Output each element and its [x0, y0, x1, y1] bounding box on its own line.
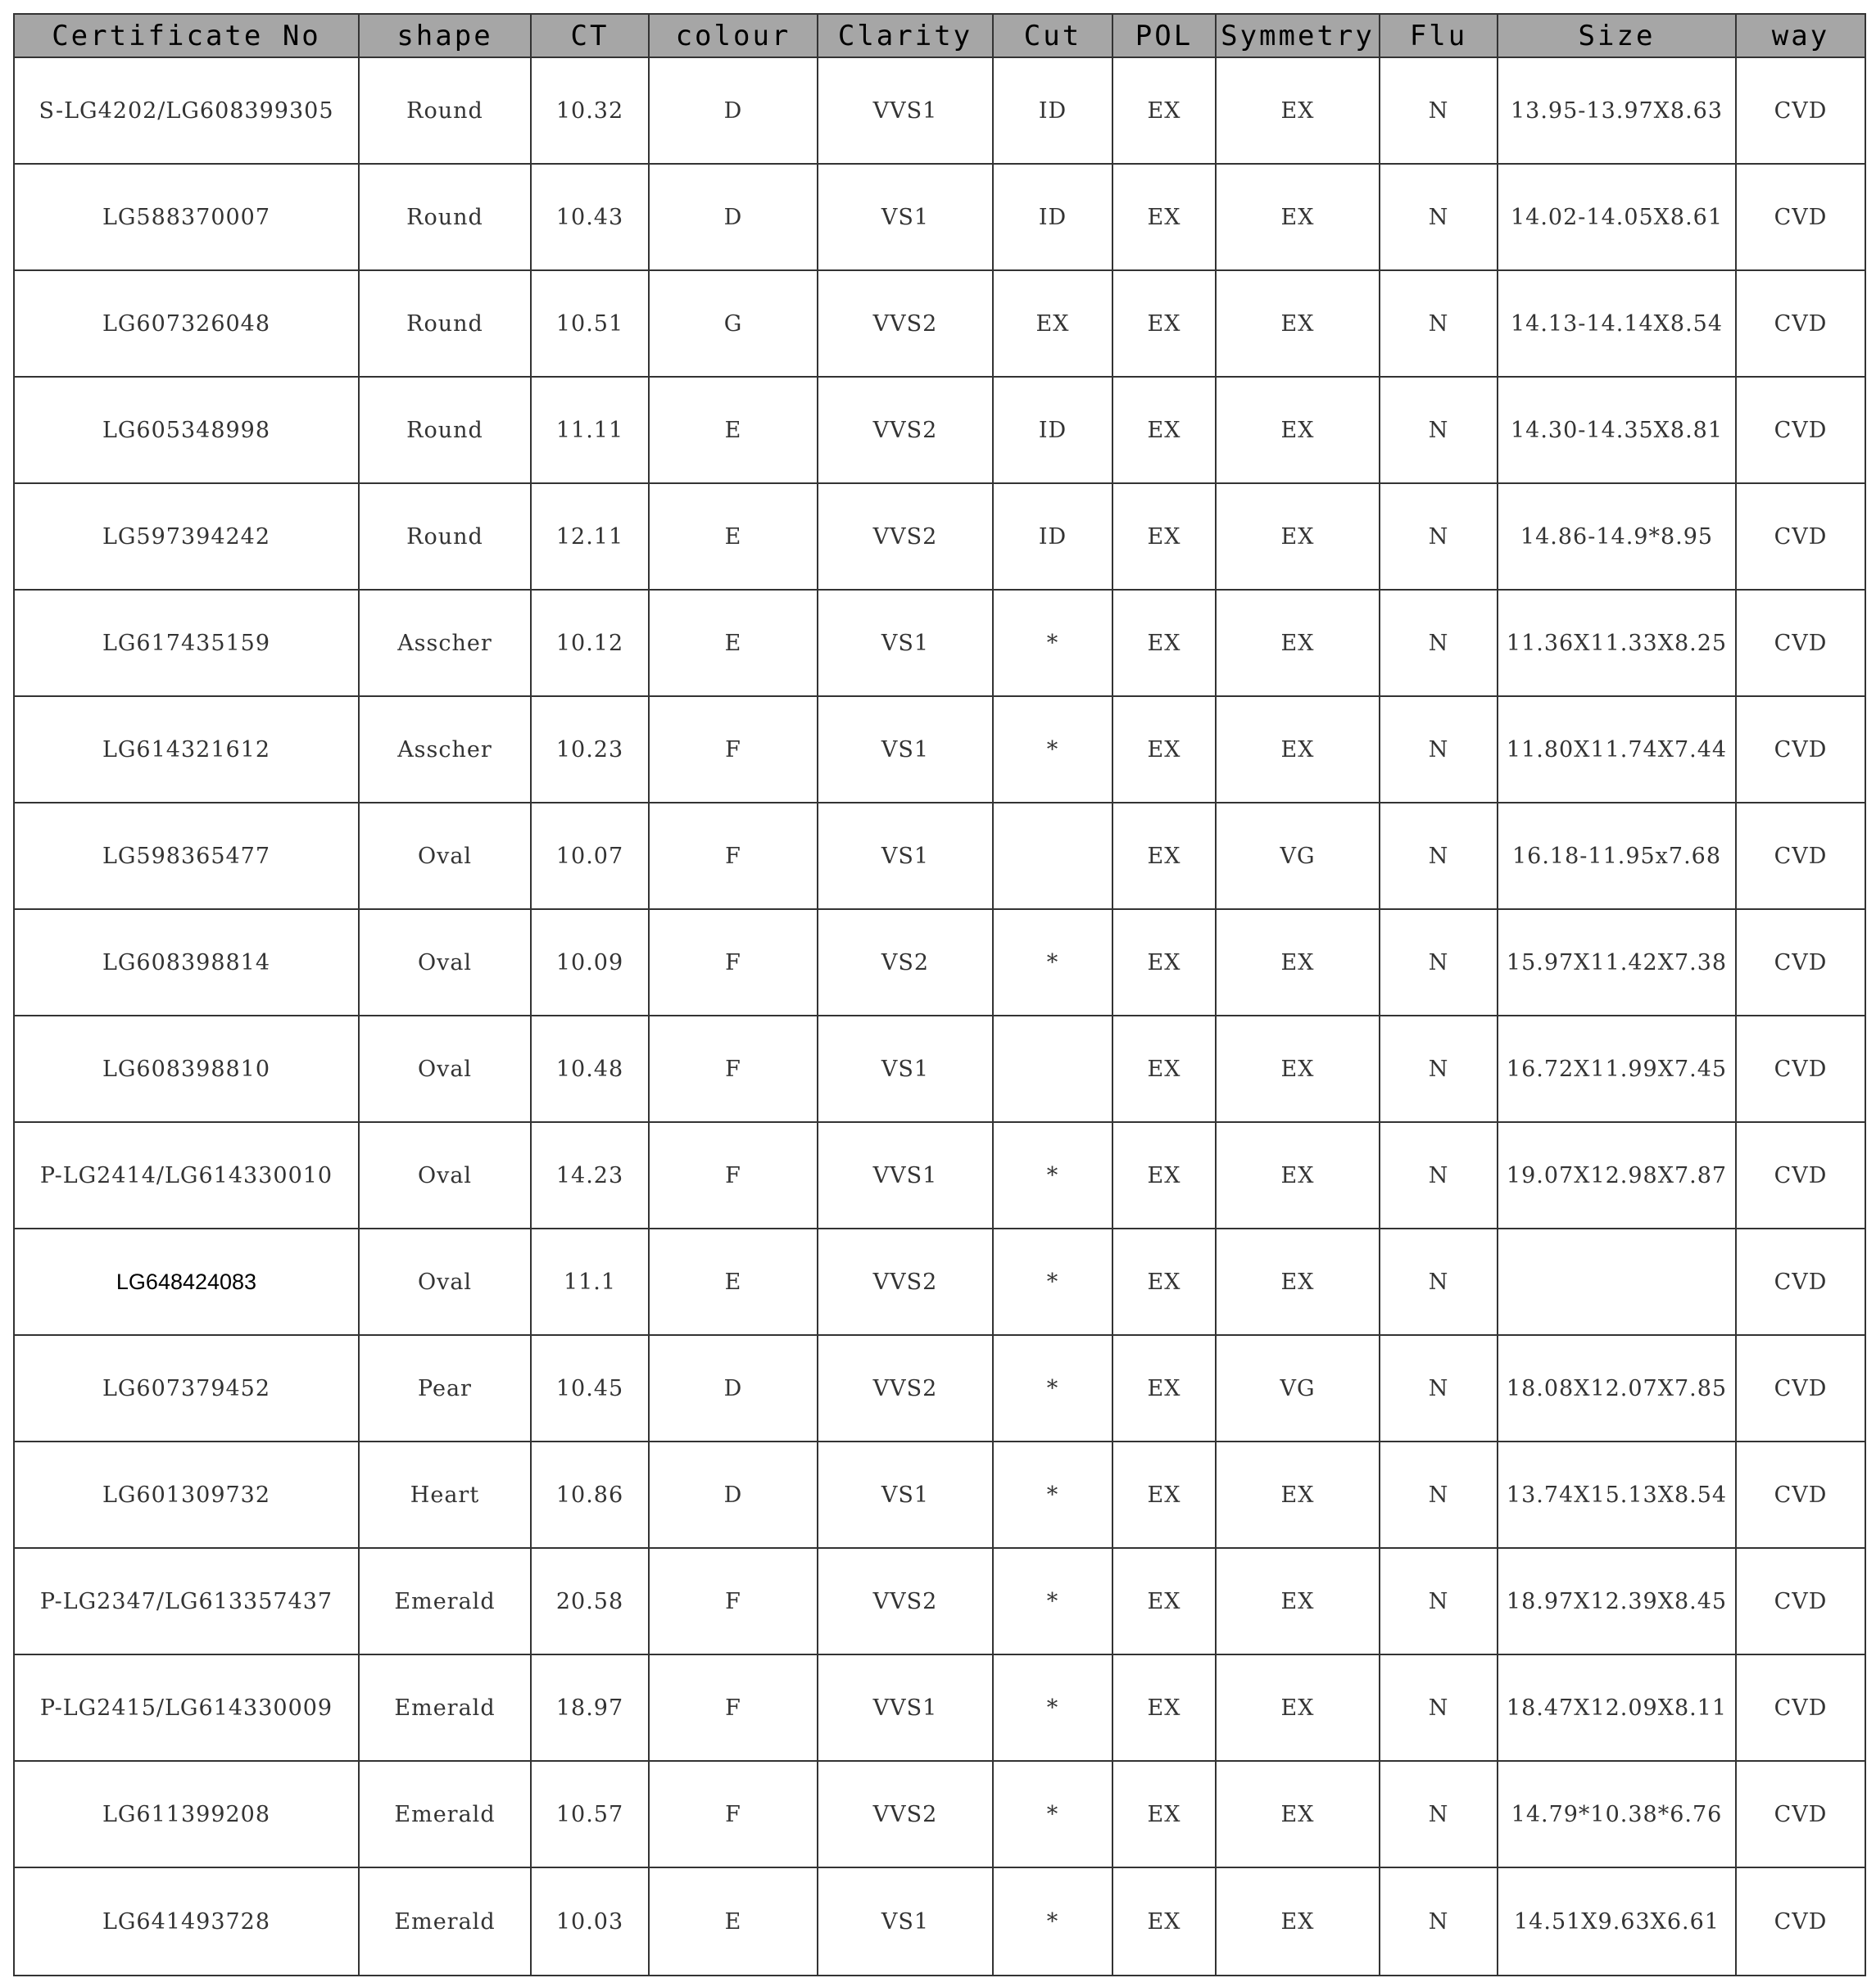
cell-certificate-no: LG597394242	[14, 483, 359, 590]
cell-ct: 18.97	[531, 1654, 649, 1761]
cell-cut: ID	[993, 377, 1112, 483]
cell-size: 16.18-11.95x7.68	[1498, 803, 1736, 909]
cell-shape: Asscher	[359, 590, 531, 696]
cell-size: 16.72X11.99X7.45	[1498, 1016, 1736, 1122]
cell-size: 13.74X15.13X8.54	[1498, 1442, 1736, 1548]
cell-colour: F	[649, 1548, 818, 1654]
cell-certificate-no: LG617435159	[14, 590, 359, 696]
cell-ct: 10.12	[531, 590, 649, 696]
header-symmetry: Symmetry	[1216, 14, 1380, 57]
cell-certificate-no: LG608398814	[14, 909, 359, 1016]
cell-size: 13.95-13.97X8.63	[1498, 57, 1736, 164]
cell-clarity: VS1	[818, 1016, 993, 1122]
cell-clarity: VS1	[818, 1867, 993, 1976]
cell-cut: *	[993, 1335, 1112, 1442]
cell-certificate-no: LG607326048	[14, 270, 359, 377]
cell-clarity: VVS1	[818, 1122, 993, 1229]
cell-size: 14.02-14.05X8.61	[1498, 164, 1736, 270]
cell-pol: EX	[1112, 1335, 1216, 1442]
cell-pol: EX	[1112, 1548, 1216, 1654]
cell-shape: Oval	[359, 909, 531, 1016]
cell-symmetry: EX	[1216, 1548, 1380, 1654]
cell-cut: *	[993, 1122, 1112, 1229]
cell-flu: N	[1380, 909, 1498, 1016]
cell-ct: 14.23	[531, 1122, 649, 1229]
cell-clarity: VVS2	[818, 270, 993, 377]
cell-cut: *	[993, 909, 1112, 1016]
cell-shape: Emerald	[359, 1548, 531, 1654]
cell-colour: F	[649, 696, 818, 803]
cell-clarity: VS1	[818, 164, 993, 270]
cell-pol: EX	[1112, 1016, 1216, 1122]
cell-pol: EX	[1112, 1122, 1216, 1229]
cell-way: CVD	[1736, 1761, 1865, 1867]
cell-cut: *	[993, 1654, 1112, 1761]
cell-pol: EX	[1112, 164, 1216, 270]
cell-certificate-no: LG598365477	[14, 803, 359, 909]
cell-cut: *	[993, 1548, 1112, 1654]
cell-pol: EX	[1112, 803, 1216, 909]
cell-pol: EX	[1112, 909, 1216, 1016]
cell-shape: Oval	[359, 1122, 531, 1229]
cell-cut: EX	[993, 270, 1112, 377]
cell-clarity: VVS1	[818, 1654, 993, 1761]
cell-pol: EX	[1112, 696, 1216, 803]
cell-symmetry: EX	[1216, 483, 1380, 590]
cell-colour: E	[649, 483, 818, 590]
cell-cut: *	[993, 696, 1112, 803]
cell-symmetry: EX	[1216, 1867, 1380, 1976]
cell-flu: N	[1380, 1548, 1498, 1654]
cell-pol: EX	[1112, 1229, 1216, 1335]
cell-certificate-no: LG601309732	[14, 1442, 359, 1548]
header-pol: POL	[1112, 14, 1216, 57]
cell-flu: N	[1380, 1229, 1498, 1335]
cell-pol: EX	[1112, 1761, 1216, 1867]
cell-shape: Heart	[359, 1442, 531, 1548]
cell-shape: Emerald	[359, 1761, 531, 1867]
cell-cut: *	[993, 1761, 1112, 1867]
cell-certificate-no: S-LG4202/LG608399305	[14, 57, 359, 164]
cell-flu: N	[1380, 57, 1498, 164]
table-row	[14, 803, 1865, 909]
header-cut: Cut	[993, 14, 1112, 57]
cell-clarity: VS1	[818, 803, 993, 909]
cell-symmetry: EX	[1216, 1654, 1380, 1761]
cell-colour: G	[649, 270, 818, 377]
cell-pol: EX	[1112, 483, 1216, 590]
cell-cut: *	[993, 1442, 1112, 1548]
cell-pol: EX	[1112, 1867, 1216, 1976]
cell-ct: 10.48	[531, 1016, 649, 1122]
cell-flu: N	[1380, 1654, 1498, 1761]
cell-shape: Pear	[359, 1335, 531, 1442]
cell-pol: EX	[1112, 270, 1216, 377]
cell-colour: D	[649, 1335, 818, 1442]
table-row	[14, 57, 1865, 164]
cell-way: CVD	[1736, 803, 1865, 909]
cell-size: 18.97X12.39X8.45	[1498, 1548, 1736, 1654]
cell-way: CVD	[1736, 1229, 1865, 1335]
cell-size: 11.36X11.33X8.25	[1498, 590, 1736, 696]
cell-cut	[993, 1016, 1112, 1122]
cell-shape: Oval	[359, 1229, 531, 1335]
table-row	[14, 1867, 1865, 1976]
cell-colour: F	[649, 909, 818, 1016]
cell-cut: ID	[993, 57, 1112, 164]
cell-clarity: VS1	[818, 590, 993, 696]
cell-way: CVD	[1736, 377, 1865, 483]
cell-certificate-no: LG608398810	[14, 1016, 359, 1122]
cell-clarity: VVS2	[818, 377, 993, 483]
cell-certificate-no: LG611399208	[14, 1761, 359, 1867]
table-row	[14, 1548, 1865, 1654]
table-row	[14, 1761, 1865, 1867]
cell-colour: E	[649, 1867, 818, 1976]
cell-size: 11.80X11.74X7.44	[1498, 696, 1736, 803]
cell-shape: Emerald	[359, 1654, 531, 1761]
cell-cut: ID	[993, 164, 1112, 270]
header-shape: shape	[359, 14, 531, 57]
cell-size: 14.30-14.35X8.81	[1498, 377, 1736, 483]
cell-flu: N	[1380, 1016, 1498, 1122]
cell-pol: EX	[1112, 57, 1216, 164]
cell-clarity: VS2	[818, 909, 993, 1016]
cell-cut: ID	[993, 483, 1112, 590]
cell-symmetry: EX	[1216, 696, 1380, 803]
cell-way: CVD	[1736, 483, 1865, 590]
cell-symmetry: EX	[1216, 57, 1380, 164]
header-certificate-no: Certificate No	[14, 14, 359, 57]
cell-ct: 12.11	[531, 483, 649, 590]
cell-symmetry: EX	[1216, 1016, 1380, 1122]
cell-shape: Round	[359, 483, 531, 590]
cell-shape: Round	[359, 164, 531, 270]
cell-ct: 10.45	[531, 1335, 649, 1442]
cell-symmetry: EX	[1216, 377, 1380, 483]
cell-way: CVD	[1736, 1548, 1865, 1654]
cell-colour: E	[649, 1229, 818, 1335]
table-row	[14, 483, 1865, 590]
table-row	[14, 270, 1865, 377]
table-row	[14, 1654, 1865, 1761]
table-row	[14, 1335, 1865, 1442]
header-colour: colour	[649, 14, 818, 57]
cell-colour: D	[649, 164, 818, 270]
cell-flu: N	[1380, 1335, 1498, 1442]
cell-symmetry: EX	[1216, 1761, 1380, 1867]
diamond-inventory-table	[13, 13, 1866, 1976]
cell-colour: D	[649, 1442, 818, 1548]
cell-flu: N	[1380, 696, 1498, 803]
table-row	[14, 377, 1865, 483]
cell-size: 14.51X9.63X6.61	[1498, 1867, 1736, 1976]
cell-symmetry: EX	[1216, 590, 1380, 696]
cell-shape: Oval	[359, 1016, 531, 1122]
cell-symmetry: VG	[1216, 1335, 1380, 1442]
cell-way: CVD	[1736, 1122, 1865, 1229]
cell-colour: F	[649, 1122, 818, 1229]
cell-certificate-no: LG641493728	[14, 1867, 359, 1976]
cell-cut: *	[993, 1229, 1112, 1335]
cell-clarity: VVS2	[818, 1548, 993, 1654]
cell-certificate-no: LG605348998	[14, 377, 359, 483]
cell-flu: N	[1380, 1867, 1498, 1976]
cell-pol: EX	[1112, 1442, 1216, 1548]
cell-clarity: VVS2	[818, 483, 993, 590]
cell-certificate-no: P-LG2415/LG614330009	[14, 1654, 359, 1761]
cell-ct: 20.58	[531, 1548, 649, 1654]
cell-way: CVD	[1736, 1335, 1865, 1442]
cell-size: 14.86-14.9*8.95	[1498, 483, 1736, 590]
header-way: way	[1736, 14, 1865, 57]
cell-flu: N	[1380, 483, 1498, 590]
cell-colour: F	[649, 1016, 818, 1122]
cell-shape: Asscher	[359, 696, 531, 803]
cell-clarity: VS1	[818, 1442, 993, 1548]
cell-certificate-no: LG607379452	[14, 1335, 359, 1442]
cell-size: 14.79*10.38*6.76	[1498, 1761, 1736, 1867]
cell-ct: 10.03	[531, 1867, 649, 1976]
cell-ct: 11.11	[531, 377, 649, 483]
cell-flu: N	[1380, 590, 1498, 696]
cell-clarity: VS1	[818, 696, 993, 803]
cell-clarity: VVS2	[818, 1229, 993, 1335]
cell-symmetry: EX	[1216, 1122, 1380, 1229]
cell-ct: 10.23	[531, 696, 649, 803]
cell-ct: 10.09	[531, 909, 649, 1016]
cell-flu: N	[1380, 803, 1498, 909]
cell-clarity: VVS1	[818, 57, 993, 164]
cell-clarity: VVS2	[818, 1335, 993, 1442]
cell-shape: Round	[359, 57, 531, 164]
cell-symmetry: EX	[1216, 1229, 1380, 1335]
cell-pol: EX	[1112, 377, 1216, 483]
cell-cut	[993, 803, 1112, 909]
cell-flu: N	[1380, 1761, 1498, 1867]
cell-shape: Oval	[359, 803, 531, 909]
cell-certificate-no: P-LG2414/LG614330010	[14, 1122, 359, 1229]
cell-shape: Round	[359, 270, 531, 377]
cell-way: CVD	[1736, 57, 1865, 164]
table-row	[14, 590, 1865, 696]
cell-way: CVD	[1736, 1654, 1865, 1761]
cell-symmetry: EX	[1216, 909, 1380, 1016]
cell-size	[1498, 1229, 1736, 1335]
cell-ct: 10.86	[531, 1442, 649, 1548]
cell-ct: 10.51	[531, 270, 649, 377]
cell-flu: N	[1380, 1442, 1498, 1548]
cell-colour: F	[649, 803, 818, 909]
cell-colour: F	[649, 1761, 818, 1867]
table-row	[14, 1442, 1865, 1548]
cell-ct: 10.07	[531, 803, 649, 909]
header-clarity: Clarity	[818, 14, 993, 57]
cell-colour: F	[649, 1654, 818, 1761]
cell-shape: Round	[359, 377, 531, 483]
table-row	[14, 1016, 1865, 1122]
cell-size: 19.07X12.98X7.87	[1498, 1122, 1736, 1229]
cell-flu: N	[1380, 377, 1498, 483]
cell-cut: *	[993, 1867, 1112, 1976]
cell-way: CVD	[1736, 590, 1865, 696]
cell-shape: Emerald	[359, 1867, 531, 1976]
cell-ct: 11.1	[531, 1229, 649, 1335]
cell-certificate-no: LG648424083	[14, 1229, 359, 1335]
table-header-row	[14, 14, 1865, 57]
cell-colour: E	[649, 590, 818, 696]
header-flu: Flu	[1380, 14, 1498, 57]
cell-pol: EX	[1112, 1654, 1216, 1761]
header-ct: CT	[531, 14, 649, 57]
cell-symmetry: VG	[1216, 803, 1380, 909]
table-row	[14, 164, 1865, 270]
cell-size: 18.47X12.09X8.11	[1498, 1654, 1736, 1761]
cell-way: CVD	[1736, 270, 1865, 377]
cell-way: CVD	[1736, 696, 1865, 803]
cell-colour: E	[649, 377, 818, 483]
table-row	[14, 1122, 1865, 1229]
cell-way: CVD	[1736, 1016, 1865, 1122]
table-row	[14, 1229, 1865, 1335]
cell-symmetry: EX	[1216, 270, 1380, 377]
cell-way: CVD	[1736, 164, 1865, 270]
cell-ct: 10.57	[531, 1761, 649, 1867]
cell-certificate-no: LG614321612	[14, 696, 359, 803]
cell-size: 15.97X11.42X7.38	[1498, 909, 1736, 1016]
cell-way: CVD	[1736, 909, 1865, 1016]
cell-way: CVD	[1736, 1867, 1865, 1976]
cell-certificate-no: P-LG2347/LG613357437	[14, 1548, 359, 1654]
table-row	[14, 909, 1865, 1016]
cell-flu: N	[1380, 270, 1498, 377]
cell-symmetry: EX	[1216, 164, 1380, 270]
cell-ct: 10.32	[531, 57, 649, 164]
cell-way: CVD	[1736, 1442, 1865, 1548]
cell-flu: N	[1380, 164, 1498, 270]
cell-size: 14.13-14.14X8.54	[1498, 270, 1736, 377]
cell-clarity: VVS2	[818, 1761, 993, 1867]
header-size: Size	[1498, 14, 1736, 57]
table-row	[14, 696, 1865, 803]
cell-colour: D	[649, 57, 818, 164]
cell-size: 18.08X12.07X7.85	[1498, 1335, 1736, 1442]
cell-cut: *	[993, 590, 1112, 696]
cell-ct: 10.43	[531, 164, 649, 270]
cell-certificate-no: LG588370007	[14, 164, 359, 270]
cell-pol: EX	[1112, 590, 1216, 696]
cell-flu: N	[1380, 1122, 1498, 1229]
cell-symmetry: EX	[1216, 1442, 1380, 1548]
